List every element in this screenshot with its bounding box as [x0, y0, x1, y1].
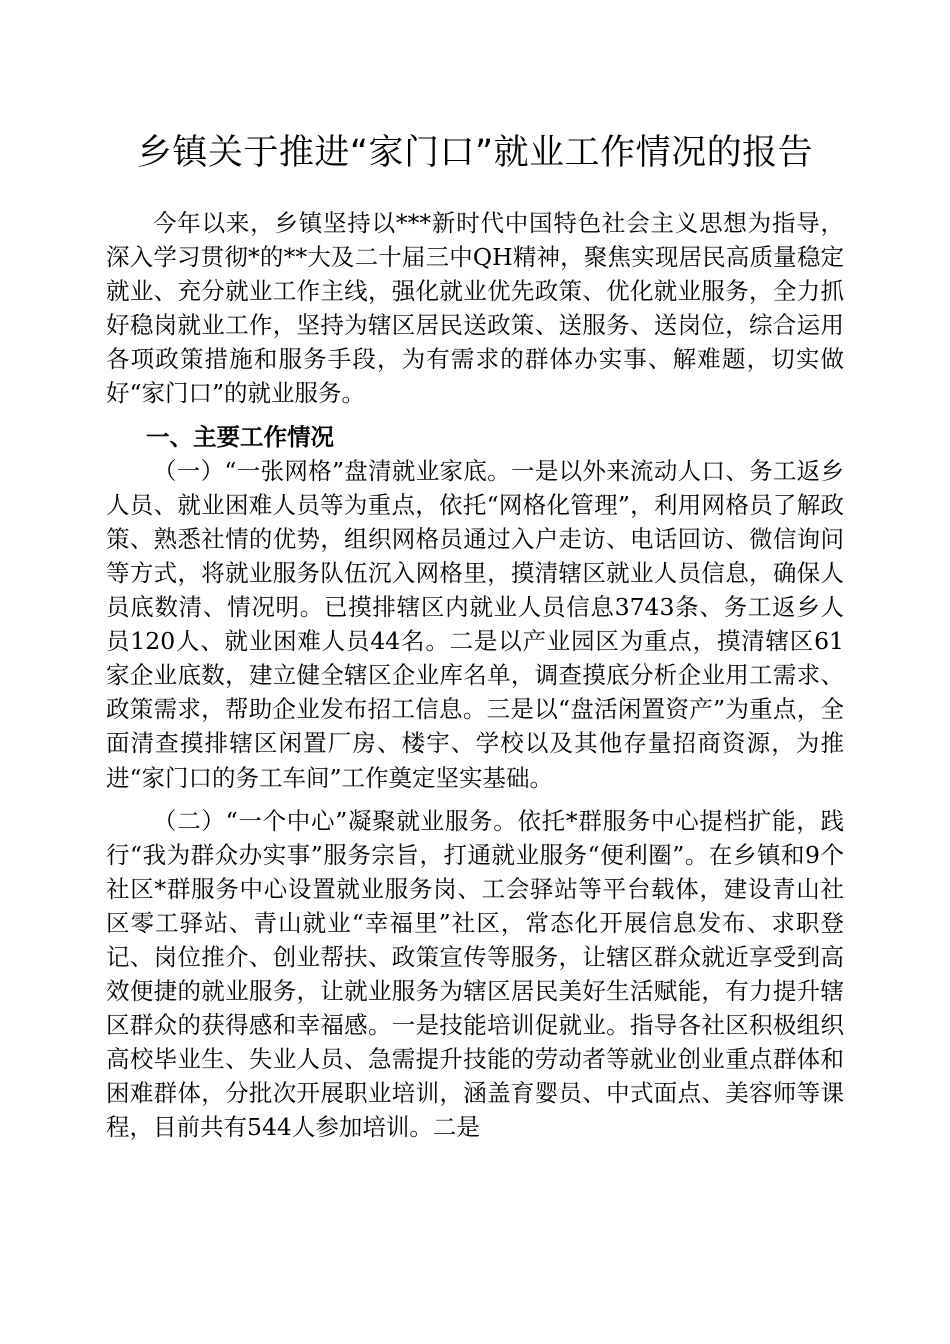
section-heading: 一、主要工作情况 [146, 422, 334, 451]
paragraph-center: （二）“一个中心”凝聚就业服务。依托*群服务中心提档扩能，践行“我为群众办实事”服务宗旨，打通就业服务“便利圈”。在乡镇和9个社区*群服务中心设置就业服务岗、工会驿站等平台载体，建设青山社区零工驿站、青山就业“幸福里”社区，常态化开展信息发布、求职登记、岗位推介、创业帮扶、政策宣传等服务，让辖区群众就近享受到高效便捷的就业服务，让就业服务为辖区居民美好生活赋能，有力提升辖区群众的获得感和幸福感。一是技能培训促就业。指导各社区积极组织高校毕业生、失业人员、急需提升技能的劳动者等就业创业重点群体和困难群体，分批次开展职业培训，涵盖育婴员、中式面点、美容师等课程，目前共有544人参加培训。二是 [106, 806, 844, 1142]
document-title: 乡镇关于推进“家门口”就业工作情况的报告 [136, 133, 814, 173]
intro-paragraph: 今年以来，乡镇坚持以***新时代中国特色社会主义思想为指导，深入学习贯彻*的**大及二十届三中QH精神，聚焦实现居民高质量稳定就业、充分就业工作主线，强化就业优先政策、优化就业服务，全力抓好稳岗就业工作，坚持为辖区居民送政策、送服务、送岗位，综合运用各项政策措施和服务手段，为有需求的群体办实事、解难题，切实做好“家门口”的就业服务。 [106, 209, 844, 408]
paragraph-grid: （一）“一张网格”盘清就业家底。一是以外来流动人口、务工返乡人员、就业困难人员等为重点，依托“网格化管理”，利用网格员了解政策、熟悉社情的优势，组织网格员通过入户走访、电话回访、微信询问等方式，将就业服务队伍沉入网格里，摸清辖区就业人员信息，确保人员底数清、情况明。已摸排辖区内就业人员信息3743条、务工返乡人员120人、就业困难人员44名。二是以产业园区为重点，摸清辖区61家企业底数，建立健全辖区企业库名单，调查摸底分析企业用工需求、政策需求，帮助企业发布招工信息。三是以“盘活闲置资产”为重点，全面清查摸排辖区闲置厂房、楼宇、学校以及其他存量招商资源，为推进“家门口的务工车间”工作奠定坚实基础。 [106, 456, 844, 792]
document-body [106, 206, 844, 1145]
